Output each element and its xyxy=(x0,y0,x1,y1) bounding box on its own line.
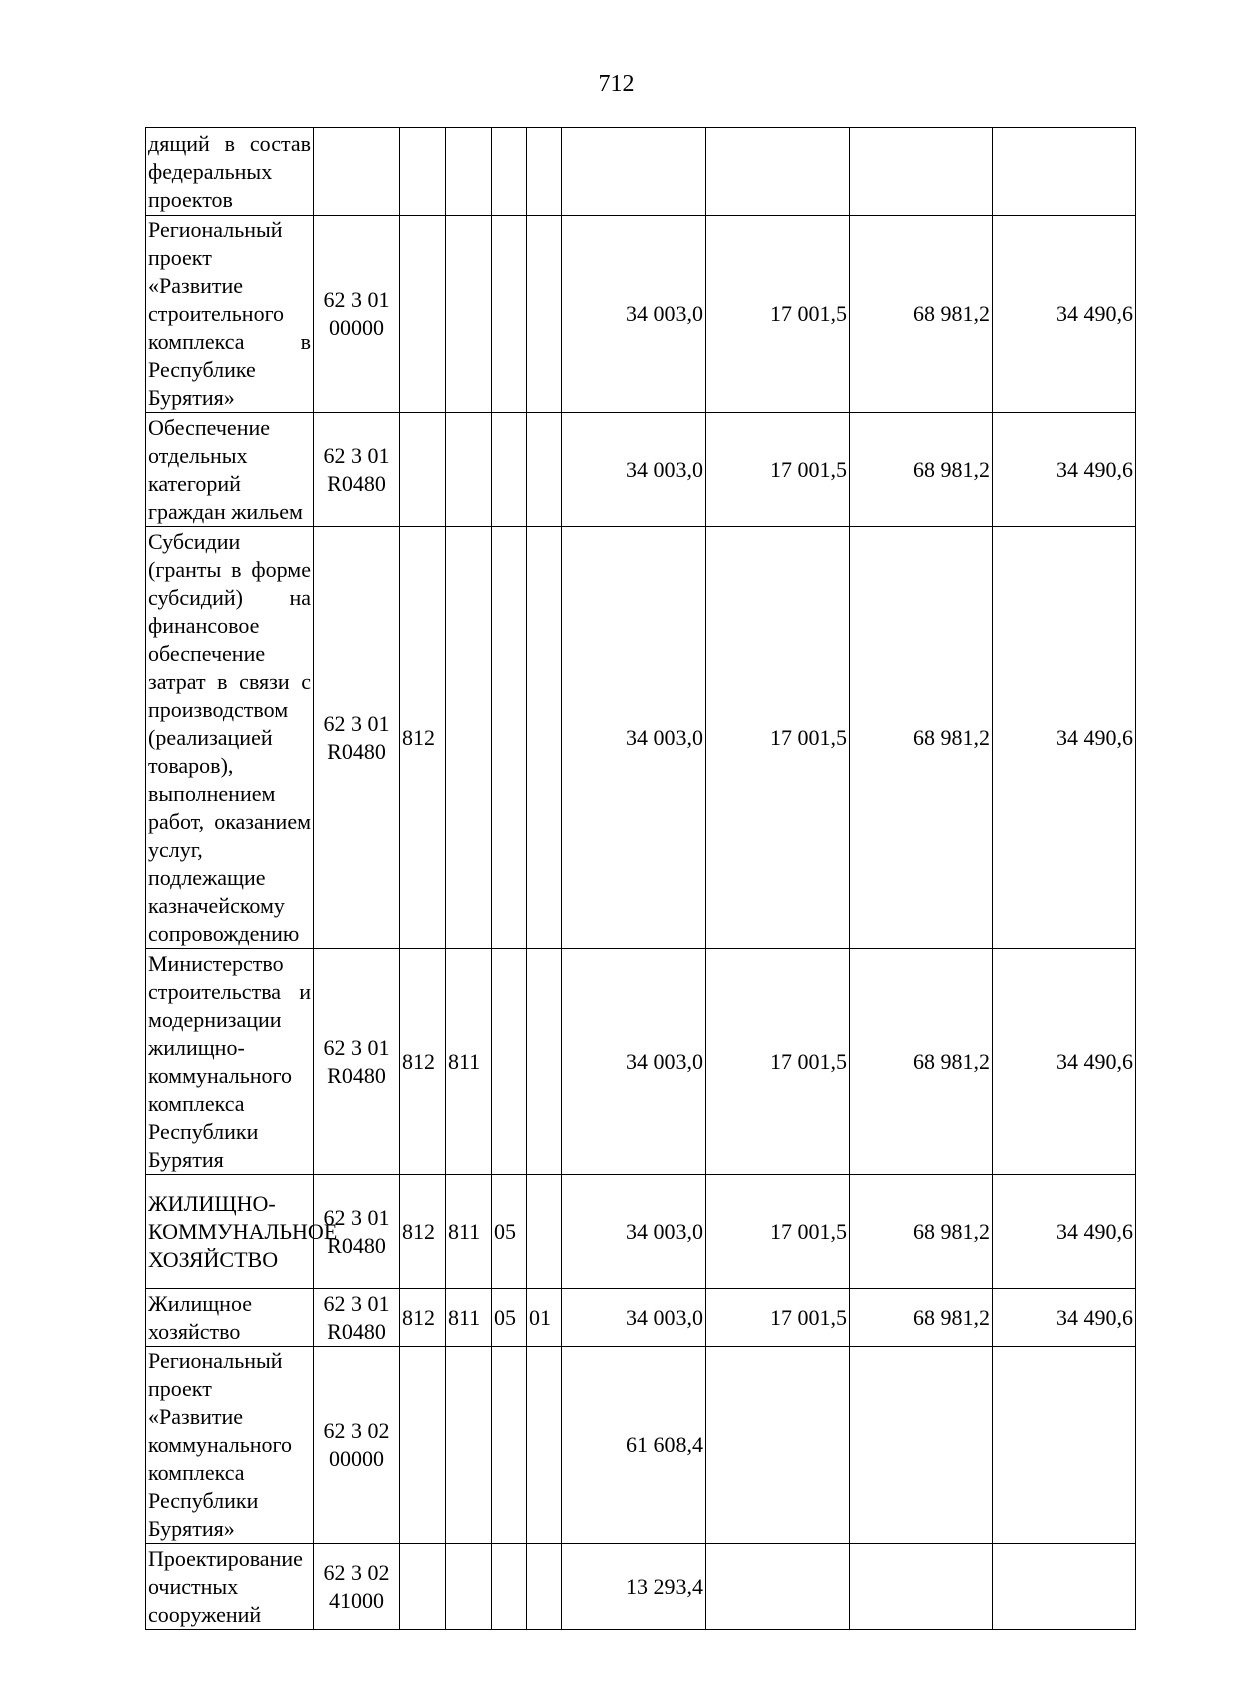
grbs-cell xyxy=(400,413,446,527)
target-article-code xyxy=(314,527,400,949)
amount-1: 13 293,4 xyxy=(562,1544,706,1630)
amount-1: 34 003,0 xyxy=(562,413,706,527)
amount-2 xyxy=(706,1544,850,1630)
code-line-2: R0480 xyxy=(327,1318,386,1344)
code-line-2: 00000 xyxy=(329,1446,384,1471)
subsection-cell xyxy=(527,128,562,216)
table-row xyxy=(146,413,1136,527)
table-row xyxy=(146,949,1136,1175)
grbs-cell: 812 xyxy=(400,527,446,949)
code-line-1: 62 3 02 xyxy=(323,1559,390,1585)
subsection-cell xyxy=(527,949,562,1175)
code-line-1: 62 3 01 xyxy=(323,710,390,736)
target-article-code xyxy=(314,1175,400,1289)
amount-3: 68 981,2 xyxy=(850,216,993,413)
amount-4: 34 490,6 xyxy=(993,1289,1136,1347)
ved-cell xyxy=(446,527,492,949)
table-row xyxy=(146,1347,1136,1544)
amount-3: 68 981,2 xyxy=(850,413,993,527)
row-name: Региональный проект «Развитие коммунального комплекса Республики Бурятия» xyxy=(146,1347,314,1544)
row-name: Министерство строительства и модернизации жилищно-коммунального комплекса Республики Бурятия xyxy=(146,949,314,1175)
subsection-cell xyxy=(527,413,562,527)
code-line-1: 62 3 01 xyxy=(323,442,390,468)
row-name: Жилищное хозяйство xyxy=(146,1289,314,1347)
amount-3: 68 981,2 xyxy=(850,1175,993,1289)
section-cell: 05 xyxy=(492,1175,527,1289)
code-line-1: 62 3 01 xyxy=(323,1290,390,1316)
section-cell: 05 xyxy=(492,1289,527,1347)
table-row xyxy=(146,1289,1136,1347)
ved-cell xyxy=(446,413,492,527)
subsection-cell xyxy=(527,1347,562,1544)
code-line-2: R0480 xyxy=(327,738,386,764)
subsection-cell: 01 xyxy=(527,1289,562,1347)
table-row xyxy=(146,216,1136,413)
ved-cell: 811 xyxy=(446,1175,492,1289)
amount-4 xyxy=(993,1544,1136,1630)
section-cell xyxy=(492,527,527,949)
amount-2: 17 001,5 xyxy=(706,1175,850,1289)
amount-2: 17 001,5 xyxy=(706,527,850,949)
amount-4: 34 490,6 xyxy=(993,413,1136,527)
amount-3 xyxy=(850,1544,993,1630)
ved-cell: 811 xyxy=(446,1289,492,1347)
code-line-1: 62 3 01 xyxy=(323,1204,390,1230)
amount-4 xyxy=(993,128,1136,216)
code-line-1: 62 3 01 xyxy=(323,287,390,312)
page-number: 712 xyxy=(598,71,635,97)
subsection-cell xyxy=(527,1175,562,1289)
budget-table xyxy=(145,127,1136,1630)
target-article-code xyxy=(314,128,400,216)
amount-4 xyxy=(993,1347,1136,1544)
amount-1: 34 003,0 xyxy=(562,949,706,1175)
amount-1: 34 003,0 xyxy=(562,1175,706,1289)
amount-3: 68 981,2 xyxy=(850,949,993,1175)
amount-2 xyxy=(706,128,850,216)
section-cell xyxy=(492,1347,527,1544)
target-article-code xyxy=(314,216,400,413)
amount-2: 17 001,5 xyxy=(706,413,850,527)
grbs-cell xyxy=(400,128,446,216)
grbs-cell: 812 xyxy=(400,1289,446,1347)
code-line-2: 41000 xyxy=(329,1587,384,1613)
table-row xyxy=(146,1544,1136,1630)
amount-3 xyxy=(850,1347,993,1544)
section-cell xyxy=(492,128,527,216)
code-line-1: 62 3 01 xyxy=(323,1034,390,1060)
amount-1 xyxy=(562,128,706,216)
amount-4: 34 490,6 xyxy=(993,949,1136,1175)
row-name: Обеспечение отдельных категорий граждан жильем xyxy=(146,413,314,527)
ved-cell xyxy=(446,216,492,413)
row-name: ЖИЛИЩНО-КОММУНАЛЬНОЕ ХОЗЯЙСТВО xyxy=(146,1175,314,1289)
target-article-code xyxy=(314,1544,400,1630)
code-line-1: 62 3 02 xyxy=(323,1418,390,1443)
section-cell xyxy=(492,1544,527,1630)
row-name: Проектирование очистных сооружений xyxy=(146,1544,314,1630)
amount-1: 34 003,0 xyxy=(562,216,706,413)
grbs-cell xyxy=(400,216,446,413)
ved-cell xyxy=(446,1544,492,1630)
code-line-2: 00000 xyxy=(329,315,384,340)
target-article-code xyxy=(314,413,400,527)
code-line-2: R0480 xyxy=(327,470,386,496)
target-article-code xyxy=(314,949,400,1175)
amount-2: 17 001,5 xyxy=(706,216,850,413)
table-row xyxy=(146,128,1136,216)
code-line-2: R0480 xyxy=(327,1232,386,1258)
ved-cell: 811 xyxy=(446,949,492,1175)
target-article-code xyxy=(314,1347,400,1544)
amount-1: 61 608,4 xyxy=(562,1347,706,1544)
amount-3: 68 981,2 xyxy=(850,527,993,949)
grbs-cell: 812 xyxy=(400,1175,446,1289)
amount-3: 68 981,2 xyxy=(850,1289,993,1347)
grbs-cell xyxy=(400,1544,446,1630)
amount-2: 17 001,5 xyxy=(706,1289,850,1347)
subsection-cell xyxy=(527,216,562,413)
amount-4: 34 490,6 xyxy=(993,216,1136,413)
code-line-2: R0480 xyxy=(327,1062,386,1088)
amount-4: 34 490,6 xyxy=(993,527,1136,949)
section-cell xyxy=(492,949,527,1175)
section-cell xyxy=(492,216,527,413)
amount-1: 34 003,0 xyxy=(562,527,706,949)
section-cell xyxy=(492,413,527,527)
grbs-cell: 812 xyxy=(400,949,446,1175)
row-name: дящий в состав федеральных проектов xyxy=(146,128,314,216)
target-article-code xyxy=(314,1289,400,1347)
amount-2: 17 001,5 xyxy=(706,949,850,1175)
table-row xyxy=(146,1175,1136,1289)
amount-4: 34 490,6 xyxy=(993,1175,1136,1289)
amount-2 xyxy=(706,1347,850,1544)
grbs-cell xyxy=(400,1347,446,1544)
ved-cell xyxy=(446,128,492,216)
subsection-cell xyxy=(527,1544,562,1630)
subsection-cell xyxy=(527,527,562,949)
table-row xyxy=(146,527,1136,949)
ved-cell xyxy=(446,1347,492,1544)
amount-1: 34 003,0 xyxy=(562,1289,706,1347)
amount-3 xyxy=(850,128,993,216)
row-name: Региональный проект «Развитие строительного комплекса в Республике Бурятия» xyxy=(146,216,314,413)
row-name: Субсидии (гранты в форме субсидий) на финансовое обеспечение затрат в связи с производством (реализацией товаров), выполнением работ, оказанием услуг, подлежащие казначейскому сопровождению xyxy=(146,527,314,949)
